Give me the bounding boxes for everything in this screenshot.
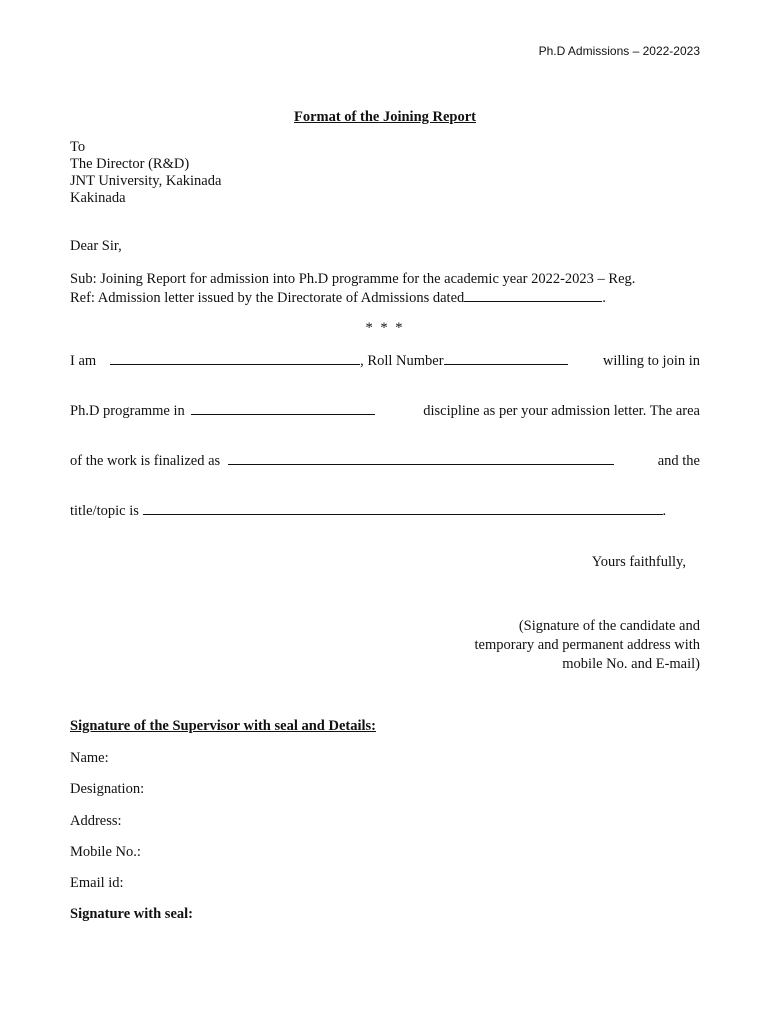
roll-number-blank — [444, 352, 568, 365]
supervisor-heading: Signature of the Supervisor with seal and Details: — [70, 718, 376, 734]
body-text-period: . — [662, 503, 667, 519]
body-text-and-the: and the — [657, 453, 700, 469]
salutation: Dear Sir, — [70, 238, 122, 254]
area-of-work-blank — [228, 452, 614, 465]
supervisor-name-label: Name: — [70, 750, 109, 766]
title-topic-blank — [143, 502, 663, 515]
candidate-signature-line-2: temporary and permanent address with — [474, 637, 700, 653]
reference-line — [70, 289, 606, 307]
supervisor-email-label: Email id: — [70, 875, 124, 891]
body-text-discipline: discipline as per your admission letter. The area — [423, 403, 700, 419]
address-line-2: JNT University, Kakinada — [70, 173, 222, 189]
body-paragraph-line-2 — [70, 402, 700, 420]
body-text-i-am: I am — [70, 353, 97, 369]
body-text-area: of the work is finalized as — [70, 453, 221, 469]
address-line-3: Kakinada — [70, 190, 126, 206]
supervisor-address-label: Address: — [70, 813, 122, 829]
candidate-signature-block — [475, 617, 700, 674]
reference-end: . — [602, 290, 606, 306]
supervisor-seal-label: Signature with seal: — [70, 906, 193, 922]
separator-stars: * * * — [365, 320, 405, 336]
candidate-signature-line-3: mobile No. and E-mail) — [562, 656, 700, 672]
body-paragraph-line-1 — [70, 352, 700, 370]
page-header: Ph.D Admissions – 2022-2023 — [538, 44, 700, 58]
body-text-programme: Ph.D programme in — [70, 403, 185, 419]
address-line-1: The Director (R&D) — [70, 156, 190, 172]
recipient-address — [70, 139, 221, 207]
document-title: Format of the Joining Report — [293, 109, 477, 125]
body-paragraph-line-3 — [70, 452, 700, 470]
reference-date-blank — [464, 289, 602, 302]
body-text-roll-number: , Roll Number — [360, 353, 444, 369]
supervisor-designation-label: Designation: — [70, 781, 145, 797]
body-text-title-topic: title/topic is — [70, 503, 139, 519]
candidate-signature-line-1: (Signature of the candidate and — [518, 618, 700, 634]
discipline-blank — [191, 402, 375, 415]
closing-yours-faithfully: Yours faithfully, — [591, 554, 686, 570]
name-blank — [110, 352, 360, 365]
subject-line: Sub: Joining Report for admission into Ph.D programme for the academic year 2022-2023 – Reg. — [70, 271, 636, 287]
body-text-willing: willing to join in — [602, 353, 700, 369]
address-to: To — [70, 139, 86, 155]
body-paragraph-line-4 — [70, 502, 666, 520]
supervisor-mobile-label: Mobile No.: — [70, 844, 141, 860]
reference-text: Ref: Admission letter issued by the Directorate of Admissions dated — [70, 290, 465, 306]
